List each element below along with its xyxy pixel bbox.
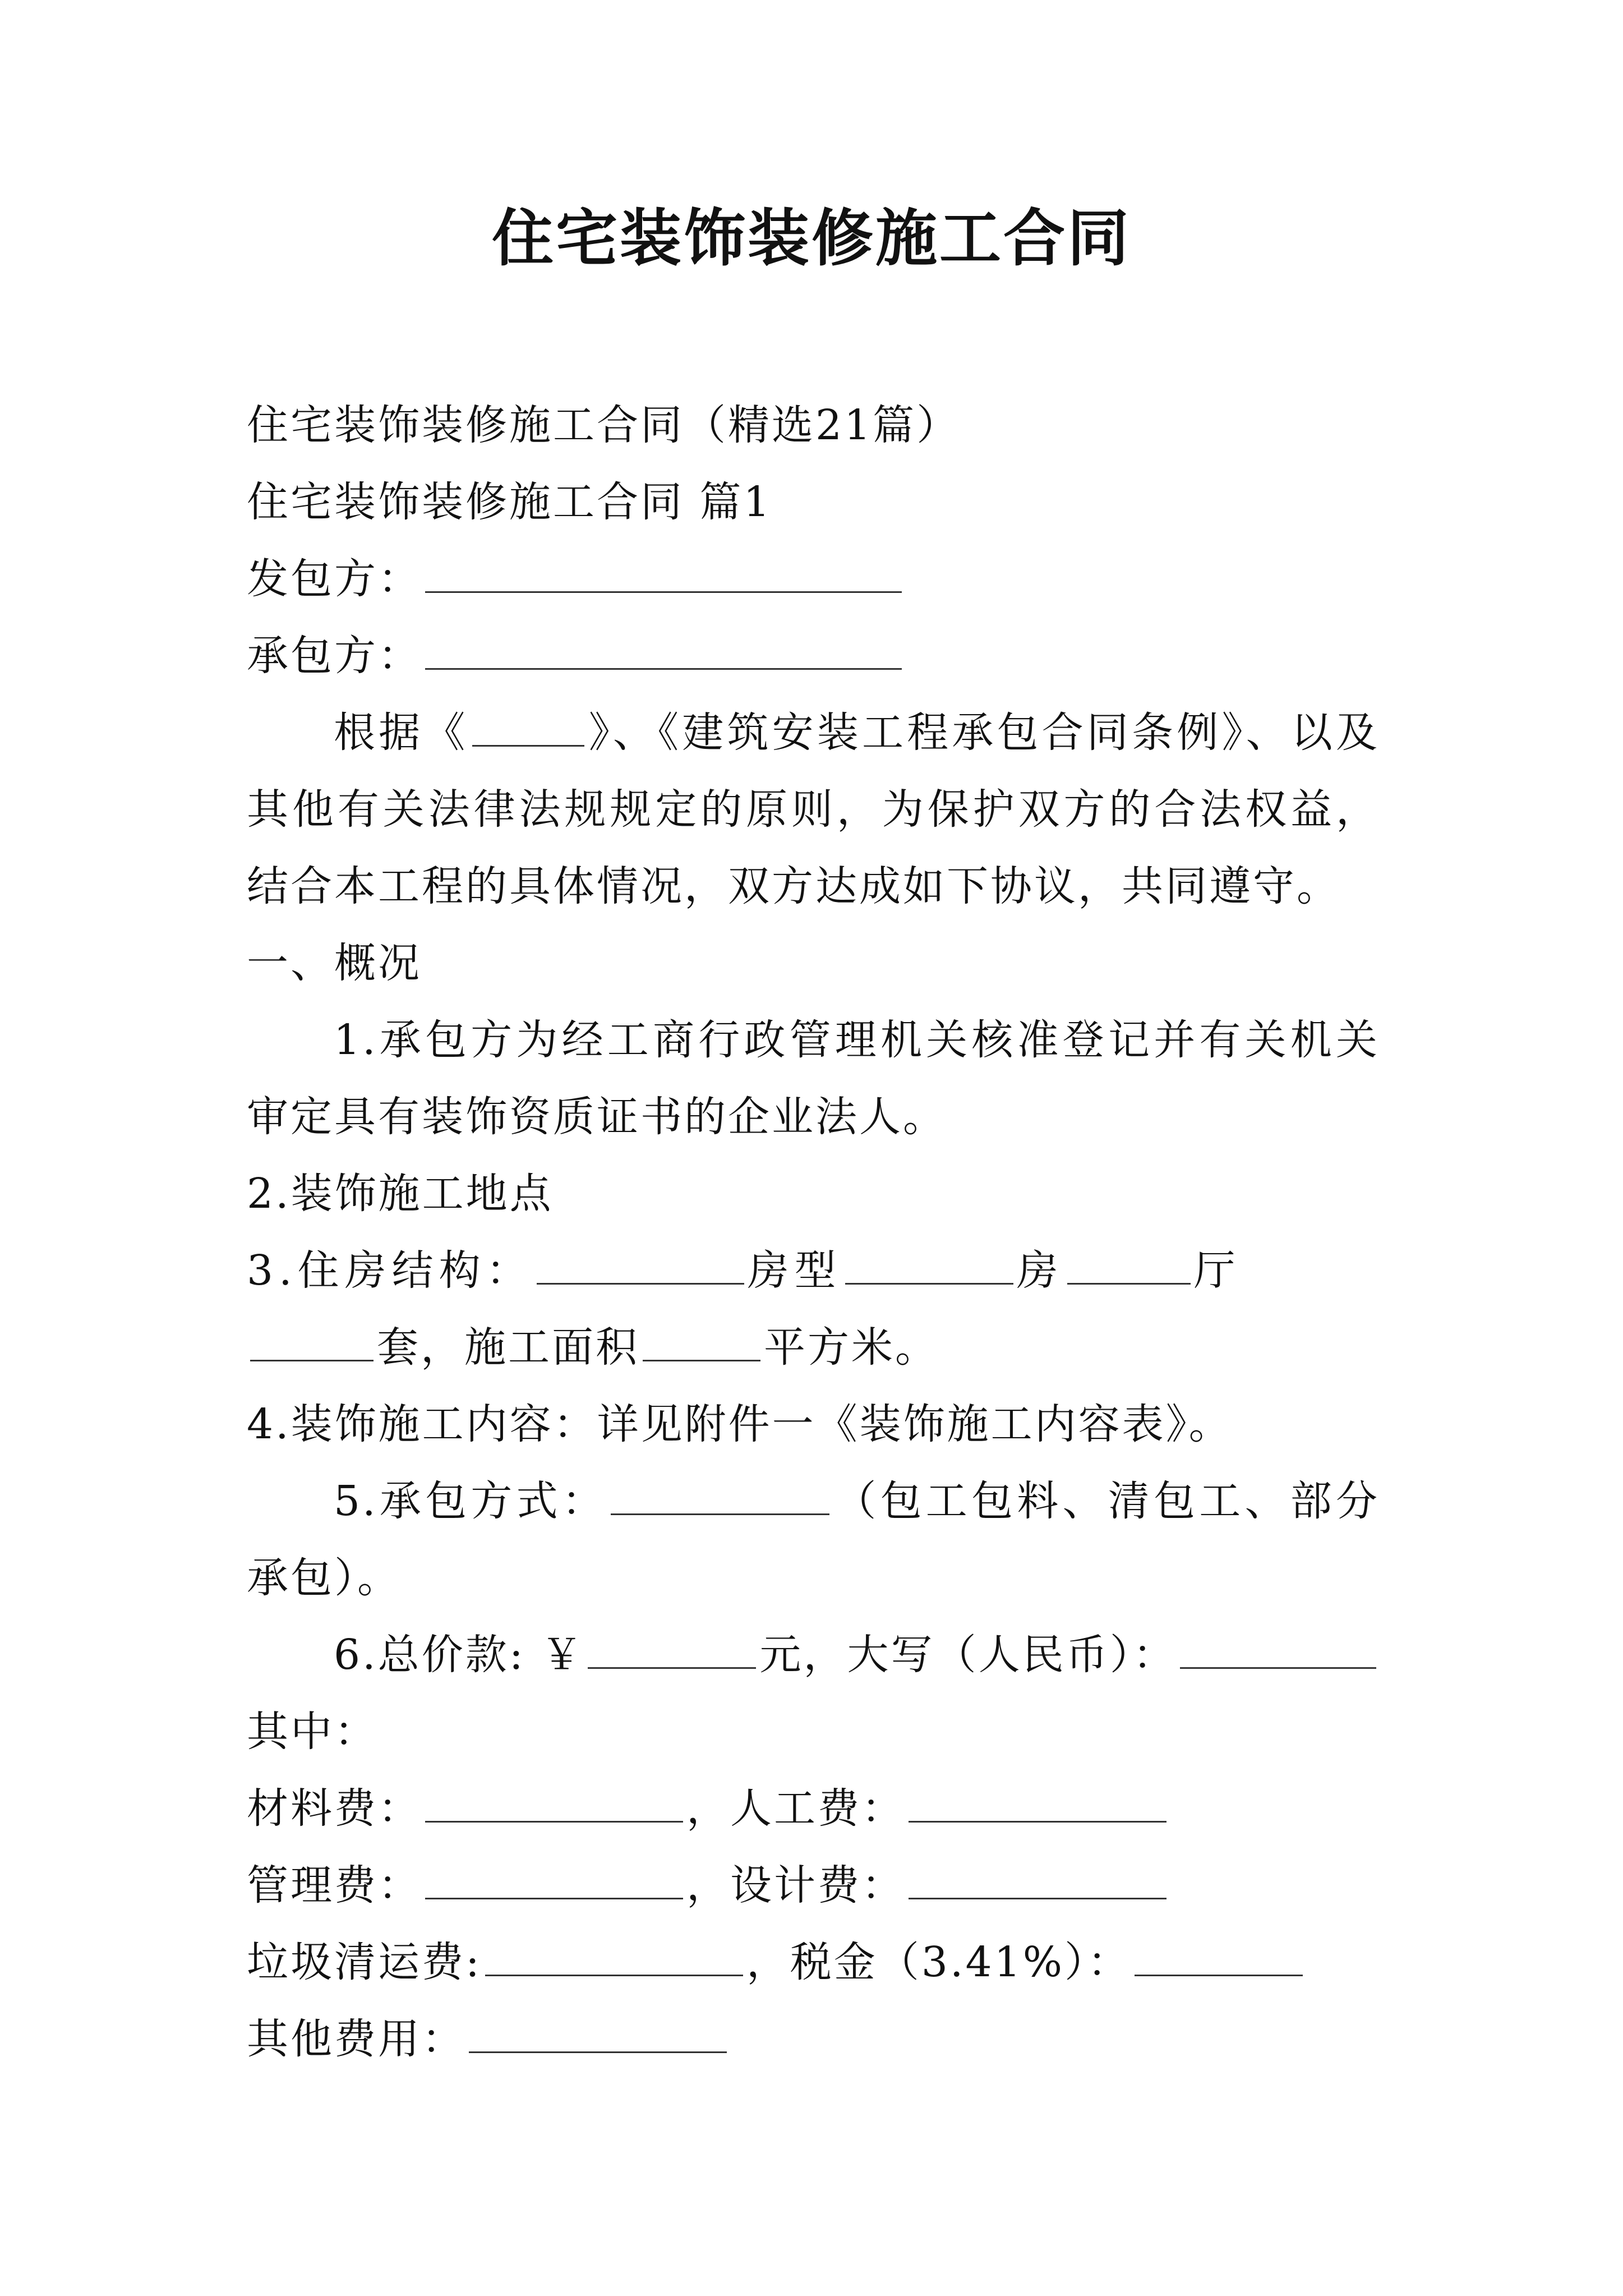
other-fee-label: 其他费用： — [247, 2015, 465, 2063]
rooms-blank — [1067, 1241, 1191, 1285]
item-3-halls: 厅 — [1193, 1246, 1241, 1295]
item-3-unit: 平方米。 — [764, 1323, 939, 1372]
item-2 — [247, 1156, 1380, 1232]
item-3-line-2 — [247, 1309, 1380, 1386]
garbage-fee-blank — [485, 1933, 743, 1976]
fee-line-3 — [247, 1924, 1380, 2001]
management-fee-label: 管理费： — [247, 1861, 422, 1910]
item-6 — [247, 1617, 1380, 1770]
subtitle-line — [247, 387, 1380, 464]
fee-line-1 — [247, 1770, 1380, 1847]
basis-text-b: 》、《建筑安装工程承包合同条例》、以及其他有关法律法规规定的原则，为保护双方的合法权益，结合本工程的具体情况，双方达成如下协议，共同遵守。 — [247, 708, 1380, 910]
design-fee-label: ，设计费： — [686, 1861, 905, 1910]
item-3-rooms: 房 — [1016, 1246, 1064, 1295]
total-uppercase-blank — [1180, 1626, 1376, 1669]
item-3-line-1 — [247, 1232, 1380, 1309]
item-6-uppercase-label: 元，大写（人民币）： — [759, 1631, 1177, 1679]
basis-blank — [472, 703, 584, 747]
room-type-blank — [845, 1241, 1013, 1285]
item-2-text: 2.装饰施工地点 — [247, 1170, 554, 1218]
management-fee-blank — [425, 1856, 683, 1899]
item-3-area-label: 套，施工面积 — [377, 1323, 639, 1372]
design-fee-blank — [909, 1856, 1166, 1899]
item-5-label: 5.承包方式： — [334, 1477, 608, 1525]
party-a-label: 发包方： — [247, 555, 422, 603]
subtitle-text: 住宅装饰装修施工合同（精选21篇） — [247, 401, 961, 449]
labor-fee-label: ，人工费： — [686, 1784, 905, 1833]
party-b-line — [247, 618, 1380, 694]
party-a-blank — [425, 550, 902, 593]
fee-line-4 — [247, 2001, 1380, 2078]
structure-blank — [537, 1241, 744, 1285]
other-fee-blank — [469, 2010, 727, 2053]
party-b-label: 承包方： — [247, 632, 422, 680]
contract-mode-blank — [611, 1472, 829, 1515]
section-1-heading — [247, 925, 1380, 1002]
basis-paragraph — [247, 694, 1380, 925]
party-a-line — [247, 541, 1380, 618]
document-title: 住宅装饰装修施工合同 — [492, 202, 1131, 274]
item-6-of-which: 其中： — [247, 1708, 378, 1756]
item-5-options: （包工包料、清包工、部分承包）。 — [247, 1477, 1380, 1602]
item-5 — [247, 1463, 1380, 1617]
labor-fee-blank — [909, 1779, 1166, 1823]
item-4 — [247, 1386, 1380, 1463]
party-b-blank — [425, 627, 902, 670]
section-1-text: 一、概况 — [247, 939, 422, 987]
tax-blank — [1135, 1933, 1303, 1976]
item-4-text: 4.装饰施工内容：详见附件一《装饰施工内容表》。 — [247, 1400, 1233, 1448]
item-1 — [247, 1002, 1380, 1156]
tax-label: ，税金（3.41%）： — [746, 1938, 1132, 1986]
basis-text-a: 根据《 — [334, 708, 469, 757]
item-3-room-type: 房型 — [747, 1246, 842, 1295]
area-blank — [643, 1318, 760, 1361]
part-heading — [247, 464, 1380, 541]
item-6-label: 6.总价款: ￥ — [334, 1631, 585, 1679]
material-fee-label: 材料费： — [247, 1784, 422, 1833]
halls-blank — [250, 1318, 374, 1361]
garbage-fee-label: 垃圾清运费: — [247, 1938, 482, 1986]
total-amount-blank — [588, 1626, 756, 1669]
item-3-label: 3.住房结构： — [247, 1246, 533, 1295]
part-heading-text: 住宅装饰装修施工合同 篇1 — [247, 478, 772, 526]
item-1-text: 1.承包方为经工商行政管理机关核准登记并有关机关审定具有装饰资质证书的企业法人。 — [247, 1016, 1380, 1141]
material-fee-blank — [425, 1779, 683, 1823]
fee-line-2 — [247, 1847, 1380, 1924]
